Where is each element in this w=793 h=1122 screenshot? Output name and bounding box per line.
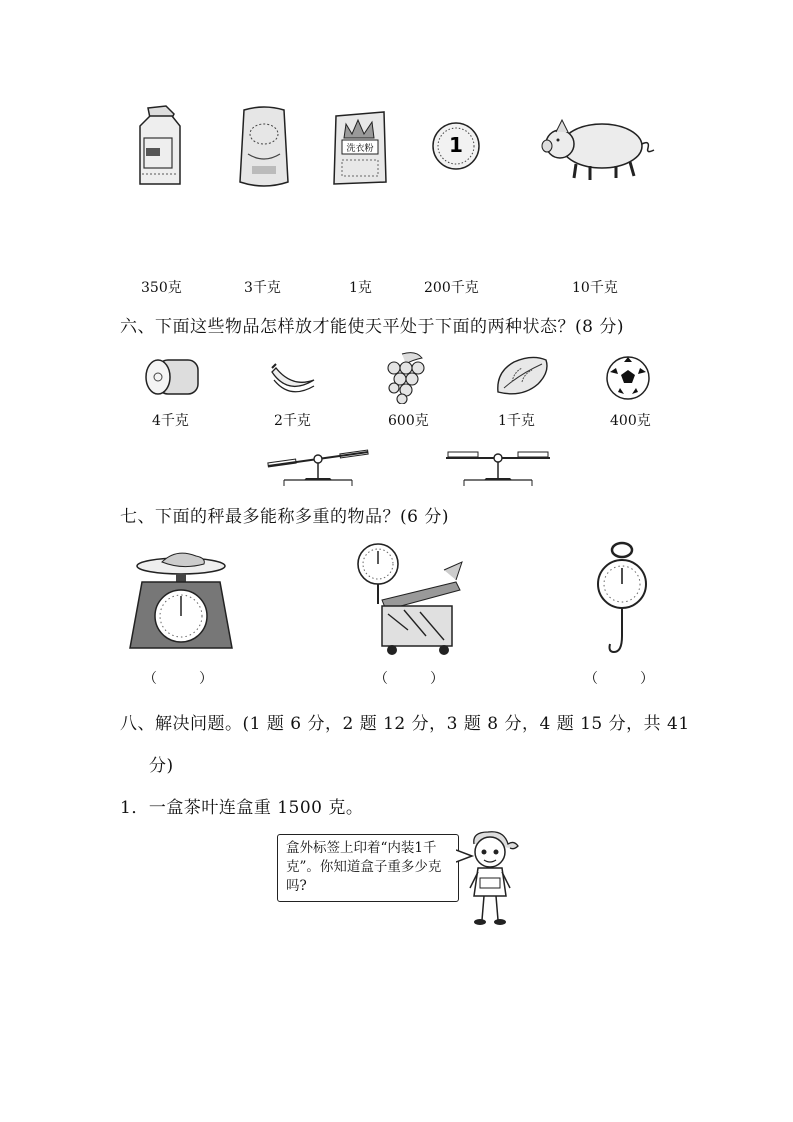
pig-weight-label: 10千克 <box>572 280 618 296</box>
banana-icon <box>268 360 318 400</box>
level-balance-icon <box>442 444 554 488</box>
q8-title: 八、解决问题。(1 题 6 分，2 题 12 分，3 题 8 分，4 题 15 分，共 41 <box>120 714 690 734</box>
answer-blank-3[interactable]: （ ） <box>584 671 654 687</box>
coin-weight-label: 200千克 <box>424 280 479 296</box>
answer-blank-2[interactable]: （ ） <box>374 671 444 687</box>
svg-text:1: 1 <box>449 133 463 157</box>
ham-icon <box>140 354 204 400</box>
platform-scale-icon <box>126 544 236 652</box>
speech-bubble <box>277 834 459 902</box>
milk-weight-label: 350克 <box>141 280 182 296</box>
milk-carton-icon <box>134 104 186 188</box>
laundry-powder-bag-icon <box>330 108 390 188</box>
answer-blank-1[interactable]: （ ） <box>143 671 213 687</box>
soccer-ball-icon <box>604 354 652 402</box>
grapes-icon <box>382 350 430 404</box>
cabbage-weight-label: 1千克 <box>498 413 535 429</box>
problem-1-text: 1．一盒茶叶连盒重 1500 克。 <box>120 798 364 818</box>
flour-bag-icon <box>236 104 292 190</box>
tilted-balance-icon <box>264 444 374 488</box>
grapes-weight-label: 600克 <box>388 413 429 429</box>
flour-weight-label: 3千克 <box>244 280 281 296</box>
banana-weight-label: 2千克 <box>274 413 311 429</box>
girl-character-icon <box>464 830 520 928</box>
market-dial-scale-icon <box>356 540 468 658</box>
svg-text:洗衣粉: 洗衣粉 <box>346 144 374 154</box>
speech-bubble-text: 盒外标签上印着“内装1千克”。你知道盒子重多少克吗? <box>286 840 442 894</box>
ham-weight-label: 4千克 <box>152 413 189 429</box>
one-yuan-coin-icon <box>430 120 482 172</box>
q7-title: 七、下面的秤最多能称多重的物品？(6 分) <box>120 507 449 527</box>
powder-weight-label: 1克 <box>349 280 372 296</box>
q6-title: 六、下面这些物品怎样放才能使天平处于下面的两种状态？(8 分) <box>120 317 624 337</box>
ball-weight-label: 400克 <box>610 413 651 429</box>
q8-title-continued: 分) <box>149 756 174 776</box>
cabbage-icon <box>492 352 552 400</box>
pig-icon <box>536 112 656 182</box>
hanging-spring-scale-icon <box>592 540 652 658</box>
